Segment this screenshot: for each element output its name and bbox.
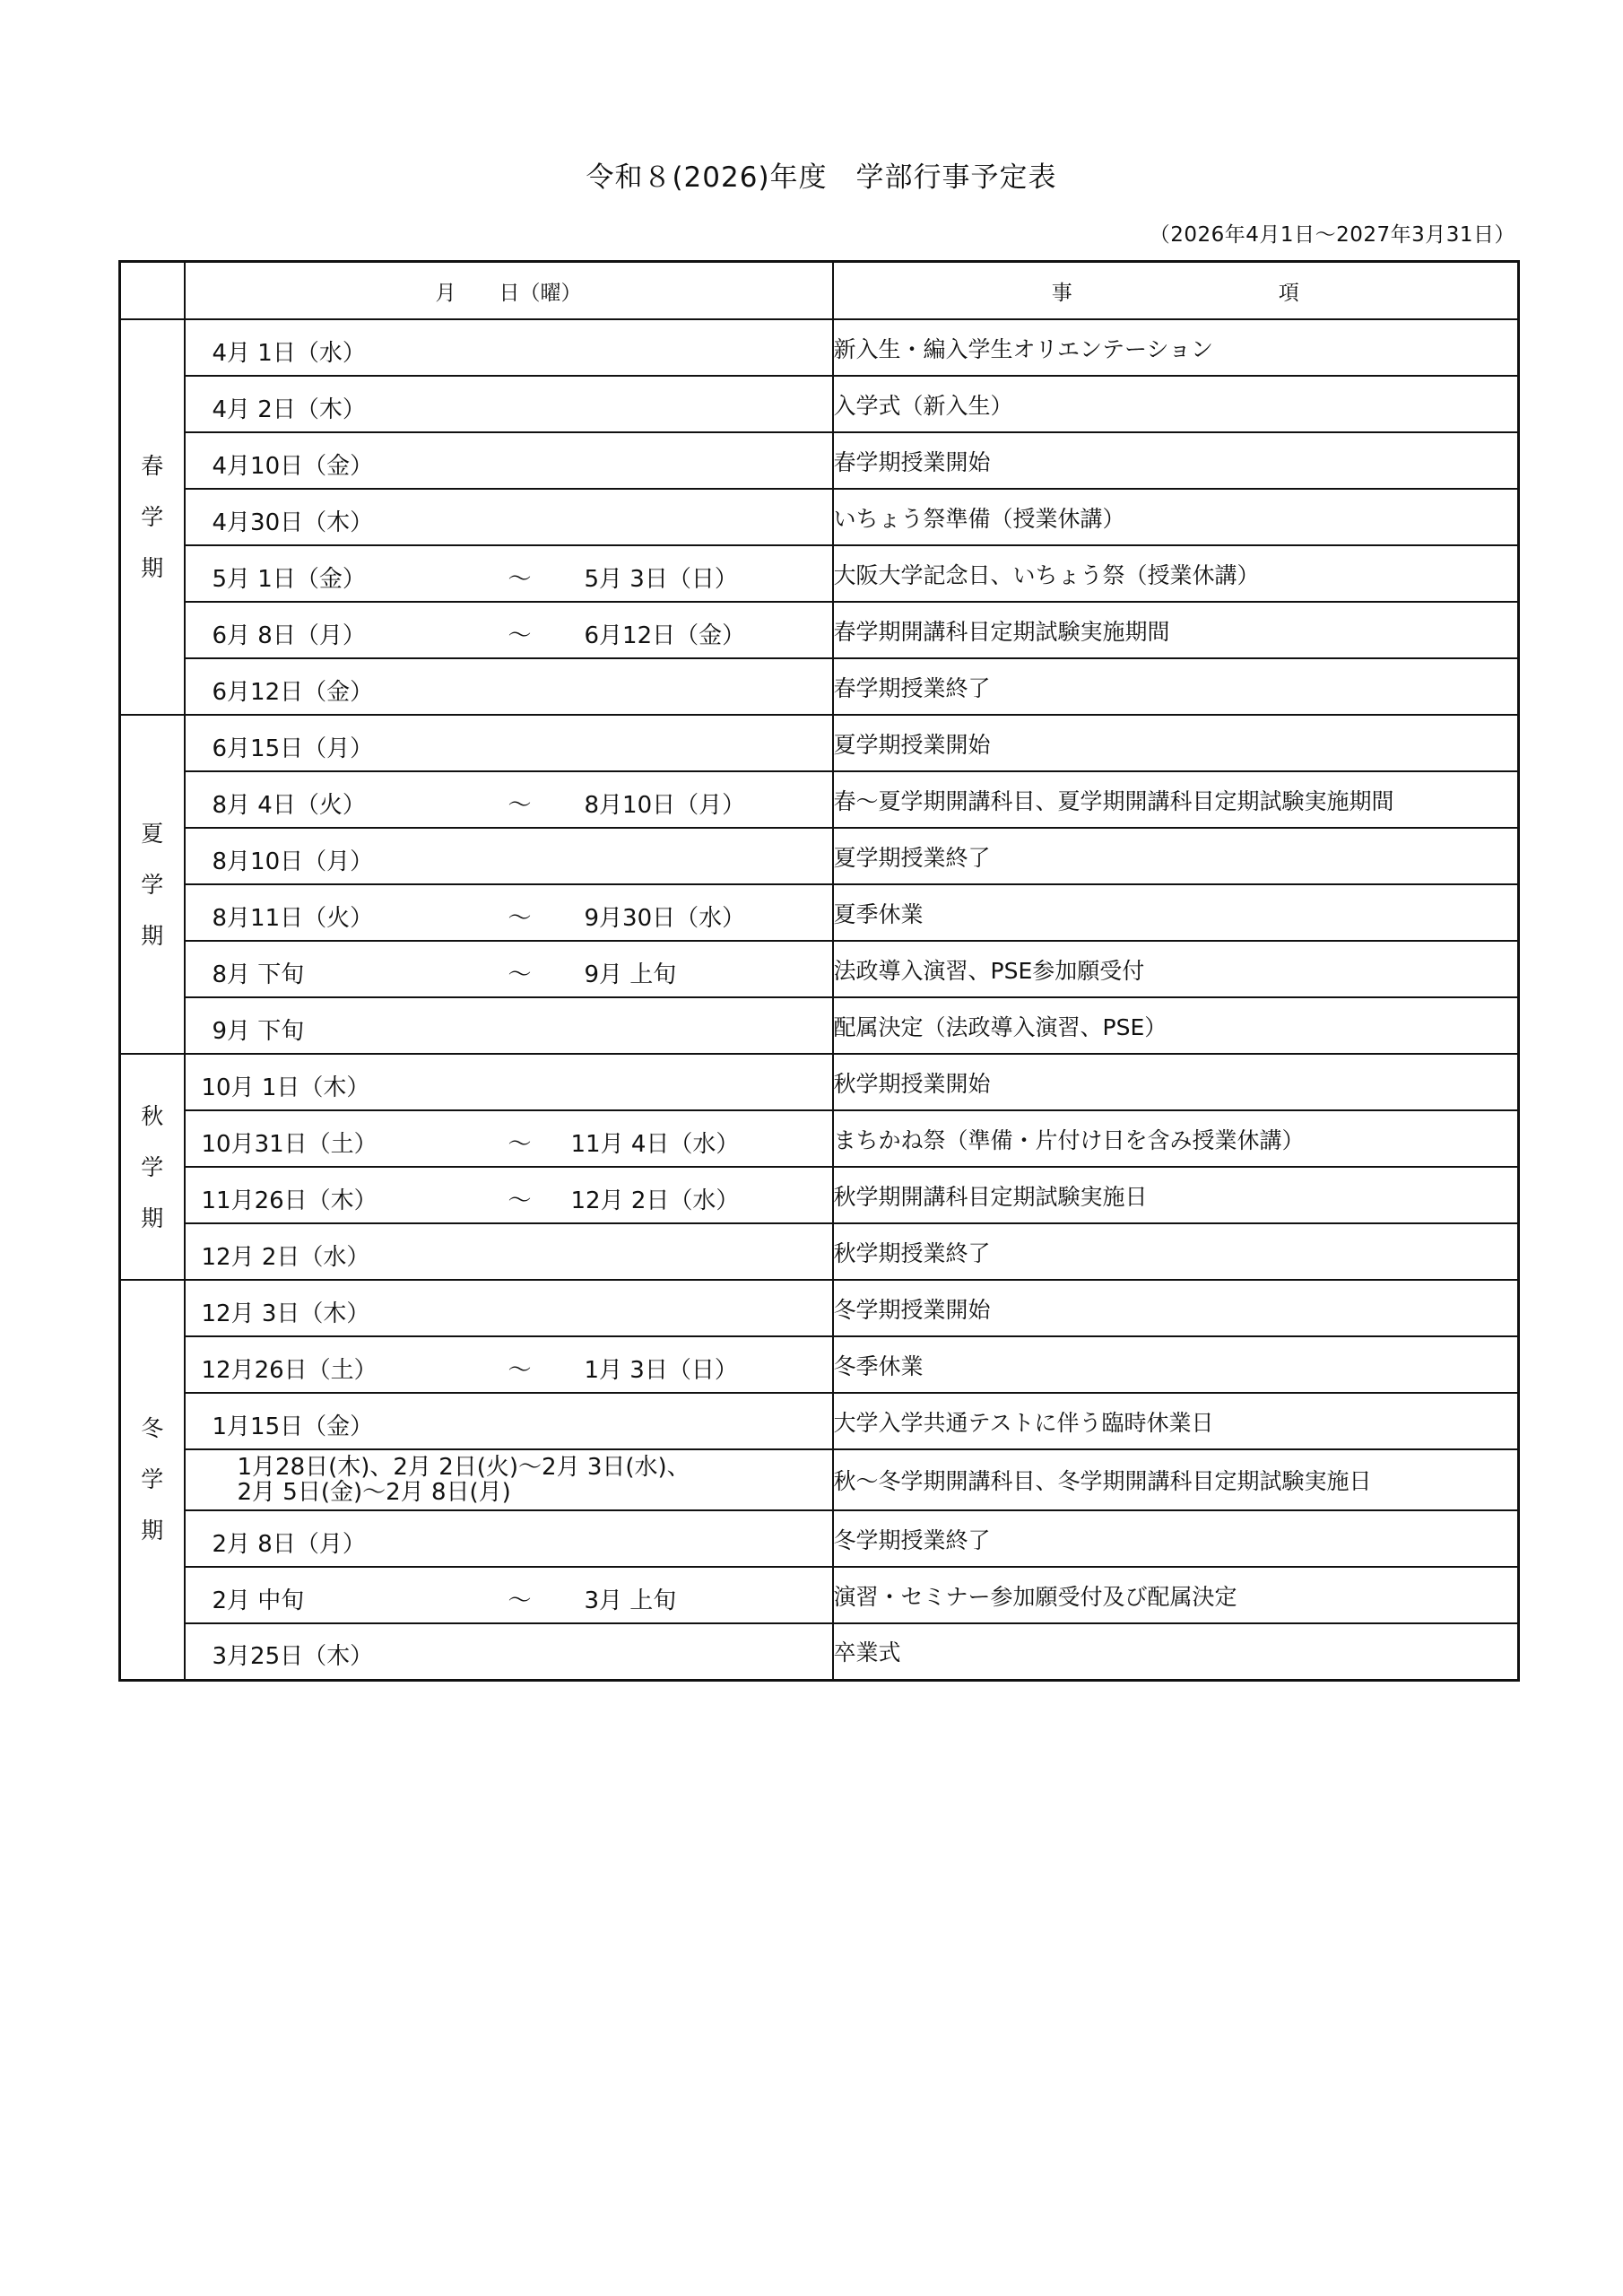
event-cell: 大学入学共通テストに伴う臨時休業日 [833, 1393, 1519, 1449]
date-cell: 4月 2日（木） [185, 376, 833, 432]
date-range-cell: 6月 8日（月） ～ 6月12日（金） [185, 602, 833, 658]
date-range-cell: 2月 中旬 ～ 3月 上旬 [185, 1567, 833, 1623]
event-cell: 秋学期開講科目定期試験実施日 [833, 1167, 1519, 1223]
event-cell: 演習・セミナー参加願受付及び配属決定 [833, 1567, 1519, 1623]
event-cell: 夏学期授業終了 [833, 828, 1519, 884]
event-cell: 大阪大学記念日、いちょう祭（授業休講） [833, 545, 1519, 602]
table-row [120, 941, 1519, 997]
event-cell: 冬学期授業終了 [833, 1510, 1519, 1567]
schedule-period: （2026年4月1日～2027年3月31日） [1149, 223, 1515, 247]
event-cell: いちょう祭準備（授業休講） [833, 489, 1519, 545]
event-cell: 法政導入演習、PSE参加願受付 [833, 941, 1519, 997]
table-row [120, 1336, 1519, 1393]
event-cell: 卒業式 [833, 1623, 1519, 1680]
date-multi-line-1: 1月28日(木)、2月 2日(火)～2月 3日(水)、 [237, 1454, 690, 1481]
event-cell: 入学式（新入生） [833, 376, 1519, 432]
table-row [120, 489, 1519, 545]
event-cell: 夏学期授業開始 [833, 715, 1519, 771]
event-cell: 冬季休業 [833, 1336, 1519, 1393]
date-cell: 9月 下旬 [185, 997, 833, 1054]
table-row [120, 884, 1519, 941]
table-row [120, 1054, 1519, 1110]
date-cell: 6月12日（金） [185, 658, 833, 715]
table-row [120, 715, 1519, 771]
date-cell: 8月10日（月） [185, 828, 833, 884]
table-header-row [120, 262, 1519, 320]
event-cell: 配属決定（法政導入演習、PSE） [833, 997, 1519, 1054]
date-cell: 3月25日（木） [185, 1623, 833, 1680]
date-range-cell: 8月 4日（火） ～ 8月10日（月） [185, 771, 833, 828]
event-cell: 冬学期授業開始 [833, 1280, 1519, 1336]
event-cell: 春学期開講科目定期試験実施期間 [833, 602, 1519, 658]
date-range-cell: 8月11日（火） ～ 9月30日（水） [185, 884, 833, 941]
date-range-cell: 11月26日（木） ～ 12月 2日（水） [185, 1167, 833, 1223]
event-cell: 新入生・編入学生オリエンテーション [833, 319, 1519, 376]
page-title: 令和８(2026)年度 学部行事予定表 [586, 161, 1057, 194]
table-row [120, 997, 1519, 1054]
table-row [120, 1449, 1519, 1510]
date-multi-line-2: 2月 5日(金)～2月 8日(月) [237, 1479, 511, 1506]
date-cell: 2月 8日（月） [185, 1510, 833, 1567]
event-cell: まちかね祭（準備・片付け日を含み授業休講） [833, 1110, 1519, 1167]
table-row [120, 828, 1519, 884]
date-range-cell: 12月26日（土） ～ 1月 3日（日） [185, 1336, 833, 1393]
term-label-summer: 夏 学 期 [120, 715, 185, 1054]
table-row [120, 432, 1519, 489]
table-row [120, 602, 1519, 658]
event-cell: 夏季休業 [833, 884, 1519, 941]
date-range-cell: 10月31日（土） ～ 11月 4日（水） [185, 1110, 833, 1167]
date-cell: 4月 1日（水） [185, 319, 833, 376]
term-header-cell [120, 262, 185, 320]
event-cell: 春学期授業開始 [833, 432, 1519, 489]
event-cell: 秋学期授業終了 [833, 1223, 1519, 1280]
table-row [120, 658, 1519, 715]
date-range-cell: 8月 下旬 ～ 9月 上旬 [185, 941, 833, 997]
date-cell: 10月 1日（木） [185, 1054, 833, 1110]
term-label-autumn: 秋 学 期 [120, 1054, 185, 1280]
table-row [120, 1280, 1519, 1336]
date-cell: 12月 2日（水） [185, 1223, 833, 1280]
table-row [120, 1110, 1519, 1167]
table-row [120, 1223, 1519, 1280]
table-row [120, 1167, 1519, 1223]
term-label-winter: 冬 学 期 [120, 1280, 185, 1680]
date-cell: 6月15日（月） [185, 715, 833, 771]
table-row [120, 1623, 1519, 1680]
date-cell: 12月 3日（木） [185, 1280, 833, 1336]
table-row [120, 1393, 1519, 1449]
date-cell: 4月10日（金） [185, 432, 833, 489]
table-row [120, 1567, 1519, 1623]
event-cell: 秋学期授業開始 [833, 1054, 1519, 1110]
event-cell: 春～夏学期開講科目、夏学期開講科目定期試験実施期間 [833, 771, 1519, 828]
date-range-cell: 5月 1日（金） ～ 5月 3日（日） [185, 545, 833, 602]
table-row [120, 771, 1519, 828]
term-label-spring: 春 学 期 [120, 319, 185, 715]
event-cell: 春学期授業終了 [833, 658, 1519, 715]
table-row [120, 376, 1519, 432]
event-cell: 秋～冬学期開講科目、冬学期開講科目定期試験実施日 [833, 1449, 1519, 1510]
date-multi-cell [185, 1449, 833, 1510]
event-column-header: 事 項 [833, 262, 1519, 320]
table-row [120, 1510, 1519, 1567]
event-schedule-table [118, 260, 1520, 1682]
date-column-header: 月 日（曜） [185, 262, 833, 320]
table-row [120, 319, 1519, 376]
table-row [120, 545, 1519, 602]
date-cell: 4月30日（木） [185, 489, 833, 545]
date-cell: 1月15日（金） [185, 1393, 833, 1449]
